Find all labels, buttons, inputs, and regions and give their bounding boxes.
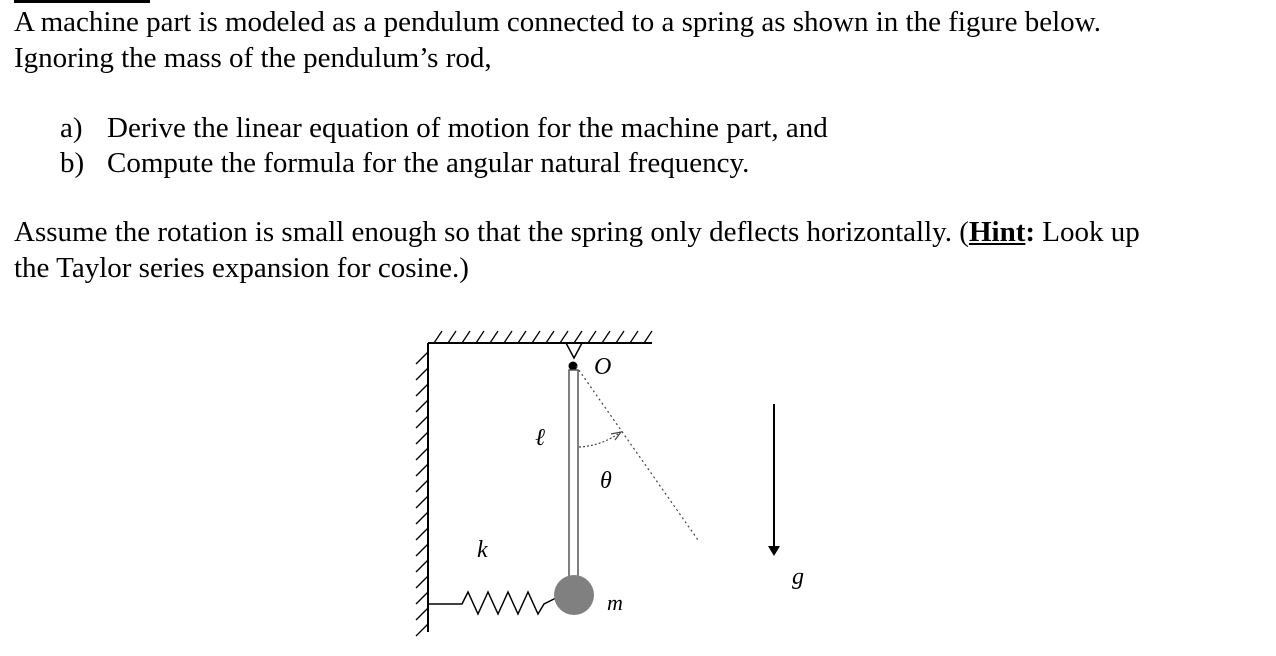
pivot-label: O <box>594 354 612 380</box>
spring <box>428 592 556 614</box>
angle-label: θ <box>600 468 612 494</box>
pendulum-rod <box>569 370 578 580</box>
mass-label: m <box>607 590 623 615</box>
assume-line-1-post: Look up <box>1035 216 1140 248</box>
angle-arc <box>579 434 618 447</box>
spring-label: k <box>477 537 488 563</box>
length-label: ℓ <box>535 425 545 451</box>
intro-line-1: A machine part is modeled as a pendulum connected to a spring as shown in the figure below. <box>14 6 1101 38</box>
deflected-position-line <box>576 366 698 540</box>
ceiling-hatching <box>434 331 652 343</box>
hint-word: Hint <box>968 216 1026 248</box>
pendulum-mass <box>554 575 594 615</box>
assume-line-2: the Taylor series expansion for cosine.) <box>14 252 469 284</box>
wall-hatching <box>416 352 428 636</box>
pivot-bracket <box>566 343 582 358</box>
item-a-marker: a) <box>60 112 83 144</box>
hint-colon: : <box>1025 216 1036 248</box>
angle-arrow-icon <box>611 432 621 440</box>
item-b-marker: b) <box>60 147 85 179</box>
item-a-text: Derive the linear equation of motion for the machine part, and <box>107 112 828 144</box>
assume-line-1-pre: Assume the rotation is small enough so that the spring only deflects horizontally. ( <box>14 216 969 248</box>
item-b-text: Compute the formula for the angular natural frequency. <box>107 147 750 179</box>
gravity-label: g <box>792 564 804 590</box>
gravity-arrow-head-icon <box>768 546 780 556</box>
intro-line-2: Ignoring the mass of the pendulum’s rod, <box>14 42 492 74</box>
